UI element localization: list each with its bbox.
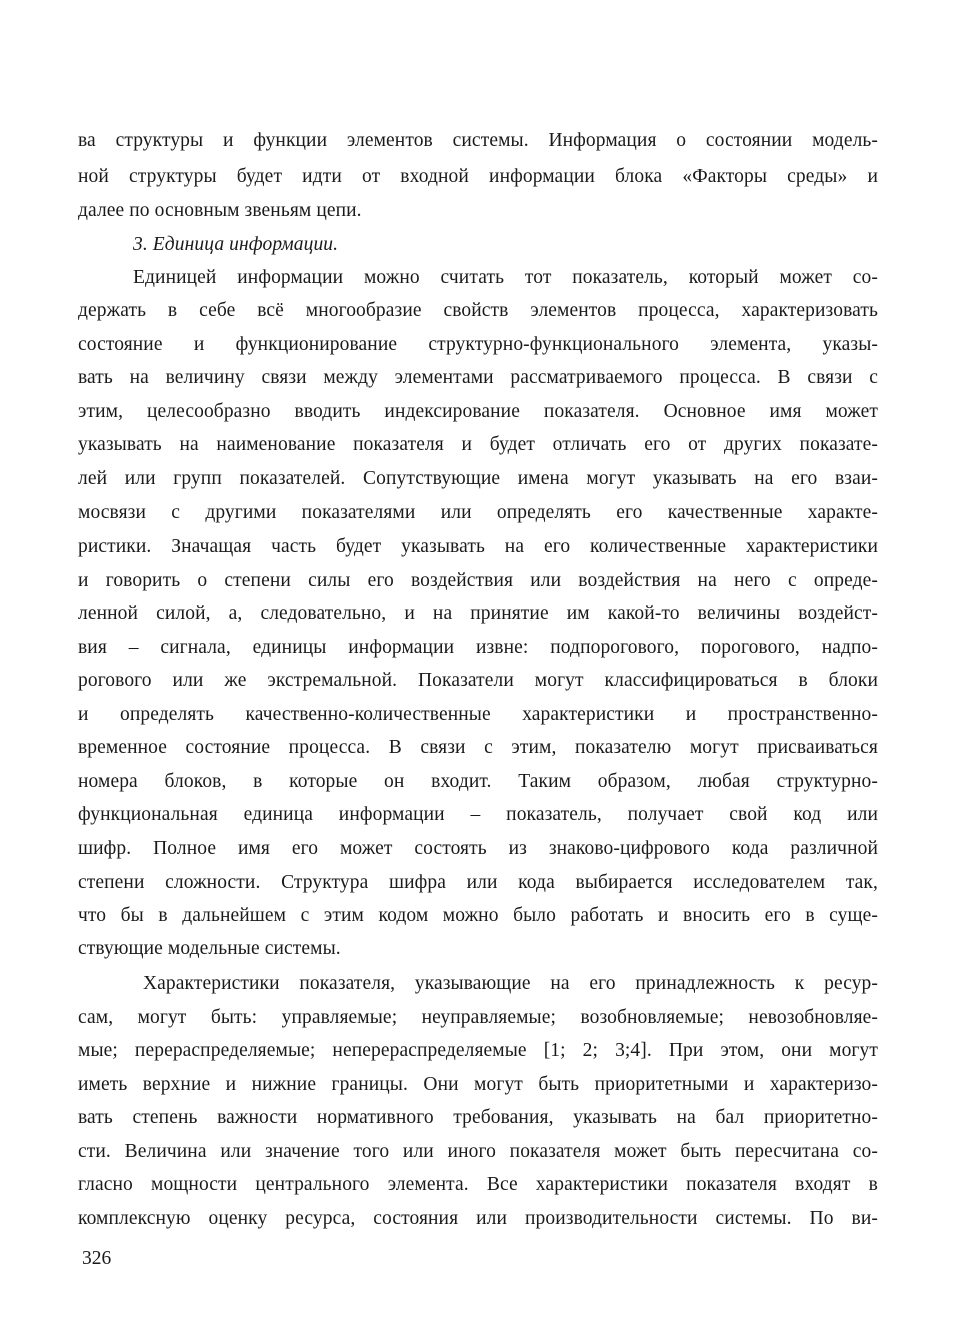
text-line: мосвязи с другими показателями или определять его качественные характе-	[78, 502, 878, 523]
text-line: ристики. Значащая часть будет указывать на его количественные характеристики	[78, 536, 878, 557]
text-line: Характеристики показателя, указывающие на его принадлежность к ресур-	[143, 973, 878, 994]
text-line: ной структуры будет идти от входной информации блока «Факторы среды» и	[78, 166, 878, 187]
text-line: сам, могут быть: управляемые; неуправляемые; возобновляемые; невозобновляе-	[78, 1007, 878, 1028]
text-line: далее по основным звеньям цепи.	[78, 200, 362, 221]
text-line: ва структуры и функции элементов системы. Информация о состоянии модель-	[78, 130, 878, 151]
text-line: и определять качественно-количественные характеристики и пространственно-	[78, 704, 878, 725]
text-line: степени сложности. Структура шифра или кода выбирается исследователем так,	[78, 872, 878, 893]
text-line: мые; перераспределяемые; неперераспределяемые [1; 2; 3;4]. При этом, они могут	[78, 1040, 878, 1061]
text-line: вия – сигнала, единицы информации извне: подпорогового, порогового, надпо-	[78, 637, 878, 658]
text-line: лей или групп показателей. Сопутствующие имена могут указывать на его взаи-	[78, 468, 878, 489]
text-line: ленной силой, а, следовательно, и на принятие им какой-то величины воздейст-	[78, 603, 878, 624]
section-heading: 3. Единица информации.	[133, 234, 339, 255]
text-line: шифр. Полное имя его может состоять из знаково-цифрового кода различной	[78, 838, 878, 859]
text-line: вать на величину связи между элементами рассматриваемого процесса. В связи с	[78, 367, 878, 388]
text-line: номера блоков, в которые он входит. Таким образом, любая структурно-	[78, 771, 878, 792]
text-line: гласно мощности центрального элемента. Все характеристики показателя входят в	[78, 1174, 878, 1195]
text-line: функциональная единица информации – показатель, получает свой код или	[78, 804, 878, 825]
text-line: указывать на наименование показателя и будет отличать его от других показате-	[78, 434, 878, 455]
text-line: Единицей информации можно считать тот показатель, который может со-	[133, 267, 878, 288]
text-line: ствующие модельные системы.	[78, 938, 341, 959]
text-line: что бы в дальнейшем с этим кодом можно было работать и вносить его в суще-	[78, 905, 878, 926]
text-line: вать степень важности нормативного требования, указывать на бал приоритетно-	[78, 1107, 878, 1128]
text-line: временное состояние процесса. В связи с этим, показателю могут присваиваться	[78, 737, 878, 758]
text-line: держать в себе всё многообразие свойств элементов процесса, характеризовать	[78, 300, 878, 321]
text-line: рогового или же экстремальной. Показатели могут классифицироваться в блоки	[78, 670, 878, 691]
text-line: иметь верхние и нижние границы. Они могут быть приоритетными и характеризо-	[78, 1074, 878, 1095]
text-line: состояние и функционирование структурно-функционального элемента, указы-	[78, 334, 878, 355]
text-line: комплексную оценку ресурса, состояния или производительности системы. По ви-	[78, 1208, 878, 1229]
text-line: сти. Величина или значение того или иного показателя может быть пересчитана со-	[78, 1141, 878, 1162]
text-line: и говорить о степени силы его воздействия или воздействия на него с опреде-	[78, 570, 878, 591]
text-line: этим, целесообразно вводить индексирование показателя. Основное имя может	[78, 401, 878, 422]
page-number: 326	[82, 1248, 112, 1269]
